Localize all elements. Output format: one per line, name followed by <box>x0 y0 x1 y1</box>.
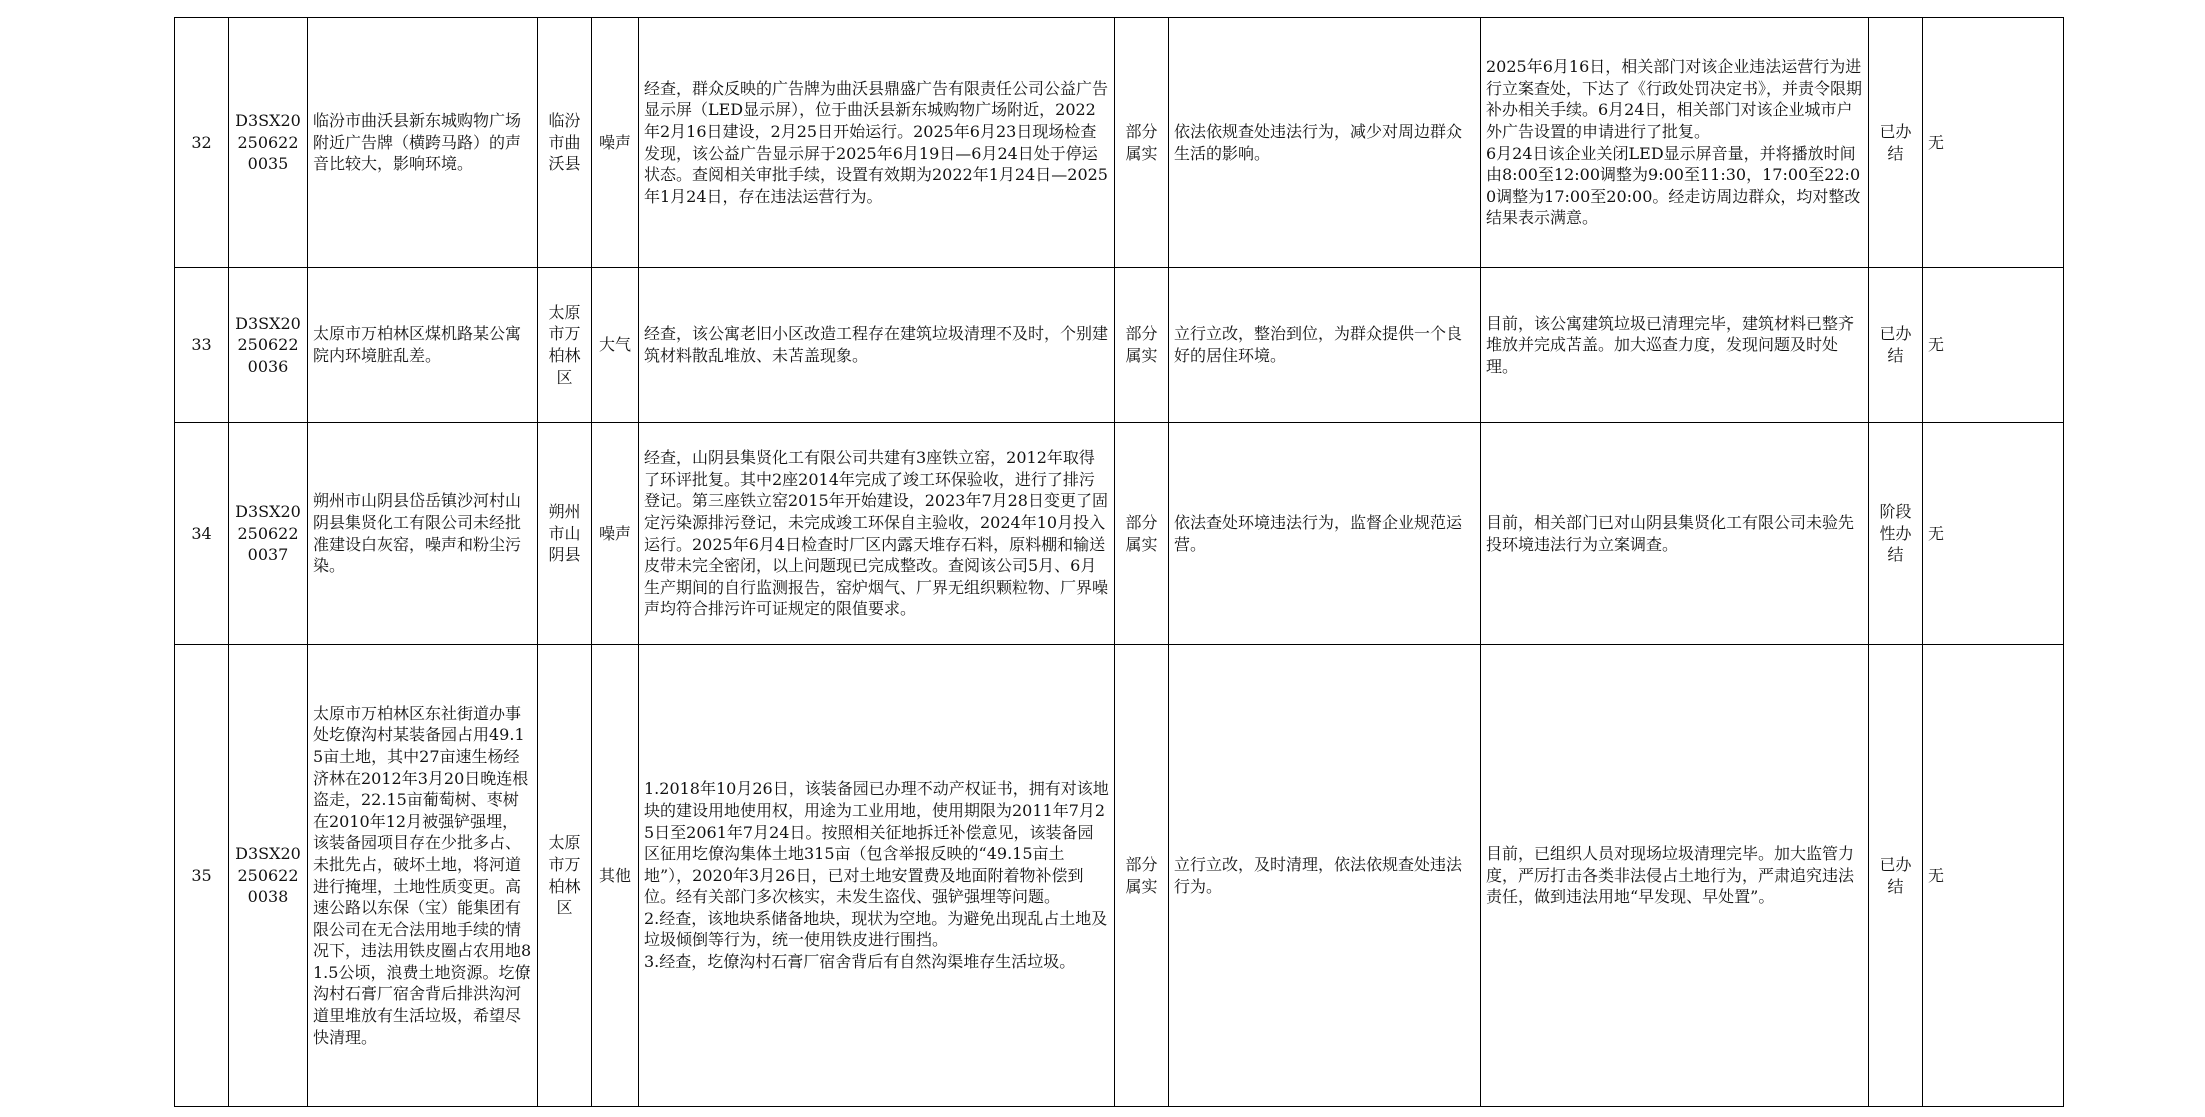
complaint-table <box>174 17 2064 1107</box>
accountability: 无 <box>1923 18 2064 268</box>
region: 朔州市山阴县 <box>538 423 592 645</box>
pollution-type: 其他 <box>592 645 639 1107</box>
completion-status: 阶段性办结 <box>1869 423 1923 645</box>
region: 临汾市曲沃县 <box>538 18 592 268</box>
region: 太原市万柏林区 <box>538 268 592 423</box>
rectification-result: 目前，相关部门已对山阴县集贤化工有限公司未验先投环境违法行为立案调查。 <box>1481 423 1869 645</box>
pollution-type: 噪声 <box>592 18 639 268</box>
accountability: 无 <box>1923 423 2064 645</box>
completion-status: 已办结 <box>1869 645 1923 1107</box>
verdict: 部分属实 <box>1115 18 1169 268</box>
rectification-result: 目前，该公寓建筑垃圾已清理完毕，建筑材料已整齐堆放并完成苫盖。加大巡查力度，发现问题及时处理。 <box>1481 268 1869 423</box>
case-code: D3SX202506220038 <box>229 645 308 1107</box>
pollution-type: 噪声 <box>592 423 639 645</box>
verdict: 部分属实 <box>1115 645 1169 1107</box>
row-number: 35 <box>175 645 229 1107</box>
rectification-result: 目前，已组织人员对现场垃圾清理完毕。加大监管力度，严厉打击各类非法侵占土地行为，严肃追究违法责任，做到违法用地“早发现、早处置”。 <box>1481 645 1869 1107</box>
region: 太原市万柏林区 <box>538 645 592 1107</box>
accountability: 无 <box>1923 268 2064 423</box>
complaint-content: 太原市万柏林区煤机路某公寓院内环境脏乱差。 <box>308 268 538 423</box>
handling-opinion: 立行立改，整治到位，为群众提供一个良好的居住环境。 <box>1169 268 1481 423</box>
handling-opinion: 依法查处环境违法行为，监督企业规范运营。 <box>1169 423 1481 645</box>
completion-status: 已办结 <box>1869 268 1923 423</box>
case-code: D3SX202506220037 <box>229 423 308 645</box>
investigation-result: 经查，群众反映的广告牌为曲沃县鼎盛广告有限责任公司公益广告显示屏（LED显示屏），位于曲沃县新东城购物广场附近，2022年2月16日建设，2月25日开始运行。2025年6月23日现场检查发现，该公益广告显示屏于2025年6月19日—6月24日处于停运状态。查阅相关审批手续，设置有效期为2022年1月24日—2025年1月24日，存在违法运营行为。 <box>639 18 1115 268</box>
handling-opinion: 依法依规查处违法行为，减少对周边群众生活的影响。 <box>1169 18 1481 268</box>
complaint-content: 临汾市曲沃县新东城购物广场附近广告牌（横跨马路）的声音比较大，影响环境。 <box>308 18 538 268</box>
accountability: 无 <box>1923 645 2064 1107</box>
investigation-result: 1.2018年10月26日，该装备园已办理不动产权证书，拥有对该地块的建设用地使用权，用途为工业用地，使用期限为2011年7月25日至2061年7月24日。按照相关征地拆迁补偿意见，该装备园区征用圪僚沟集体土地315亩（包含举报反映的“49.15亩土地”），2020年3月26日，已对土地安置费及地面附着物补偿到位。经有关部门多次核实，未发生盗伐、强铲强埋等问题。 2.经查，该地块系储备地块，现状为空地。为避免出现乱占土地及垃圾倾倒等行为，统一使用铁皮进行围挡。 3.经查，圪僚沟村石膏厂宿舍背后有自然沟渠堆存生活垃圾。 <box>639 645 1115 1107</box>
investigation-result: 经查，该公寓老旧小区改造工程存在建筑垃圾清理不及时，个别建筑材料散乱堆放、未苫盖现象。 <box>639 268 1115 423</box>
completion-status: 已办结 <box>1869 18 1923 268</box>
rectification-result: 2025年6月16日，相关部门对该企业违法运营行为进行立案查处，下达了《行政处罚决定书》，并责令限期补办相关手续。6月24日，相关部门对该企业城市户外广告设置的申请进行了批复。 6月24日该企业关闭LED显示屏音量，并将播放时间由8:00至12:00调整为9:00至11:30，17:00至22:00调整为17:00至20:00。经走访周边群众，均对整改结果表示满意。 <box>1481 18 1869 268</box>
investigation-result: 经查，山阴县集贤化工有限公司共建有3座铁立窑，2012年取得了环评批复。其中2座2014年完成了竣工环保验收，进行了排污登记。第三座铁立窑2015年开始建设，2023年7月28日变更了固定污染源排污登记，未完成竣工环保自主验收，2024年10月投入运行。2025年6月4日检查时厂区内露天堆存石料，原料棚和输送皮带未完全密闭，以上问题现已完成整改。查阅该公司5月、6月生产期间的自行监测报告，窑炉烟气、厂界无组织颗粒物、厂界噪声均符合排污许可证规定的限值要求。 <box>639 423 1115 645</box>
row-number: 34 <box>175 423 229 645</box>
case-code: D3SX202506220035 <box>229 18 308 268</box>
pollution-type: 大气 <box>592 268 639 423</box>
case-code: D3SX202506220036 <box>229 268 308 423</box>
complaint-content: 太原市万柏林区东社街道办事处圪僚沟村某装备园占用49.15亩土地，其中27亩速生杨经济林在2012年3月20日晚连根盗走，22.15亩葡萄树、枣树在2010年12月被强铲强埋，该装备园项目存在少批多占、未批先占，破坏土地，将河道进行掩埋，土地性质变更。高速公路以东保（宝）能集团有限公司在无合法用地手续的情况下，违法用铁皮圈占农用地81.5公顷，浪费土地资源。圪僚沟村石膏厂宿舍背后排洪沟河道里堆放有生活垃圾，希望尽快清理。 <box>308 645 538 1107</box>
complaint-content: 朔州市山阴县岱岳镇沙河村山阴县集贤化工有限公司未经批准建设白灰窑，噪声和粉尘污染。 <box>308 423 538 645</box>
table-row <box>175 18 2064 268</box>
table-row <box>175 268 2064 423</box>
table-row <box>175 423 2064 645</box>
handling-opinion: 立行立改，及时清理，依法依规查处违法行为。 <box>1169 645 1481 1107</box>
verdict: 部分属实 <box>1115 423 1169 645</box>
verdict: 部分属实 <box>1115 268 1169 423</box>
table-row <box>175 645 2064 1107</box>
row-number: 32 <box>175 18 229 268</box>
row-number: 33 <box>175 268 229 423</box>
